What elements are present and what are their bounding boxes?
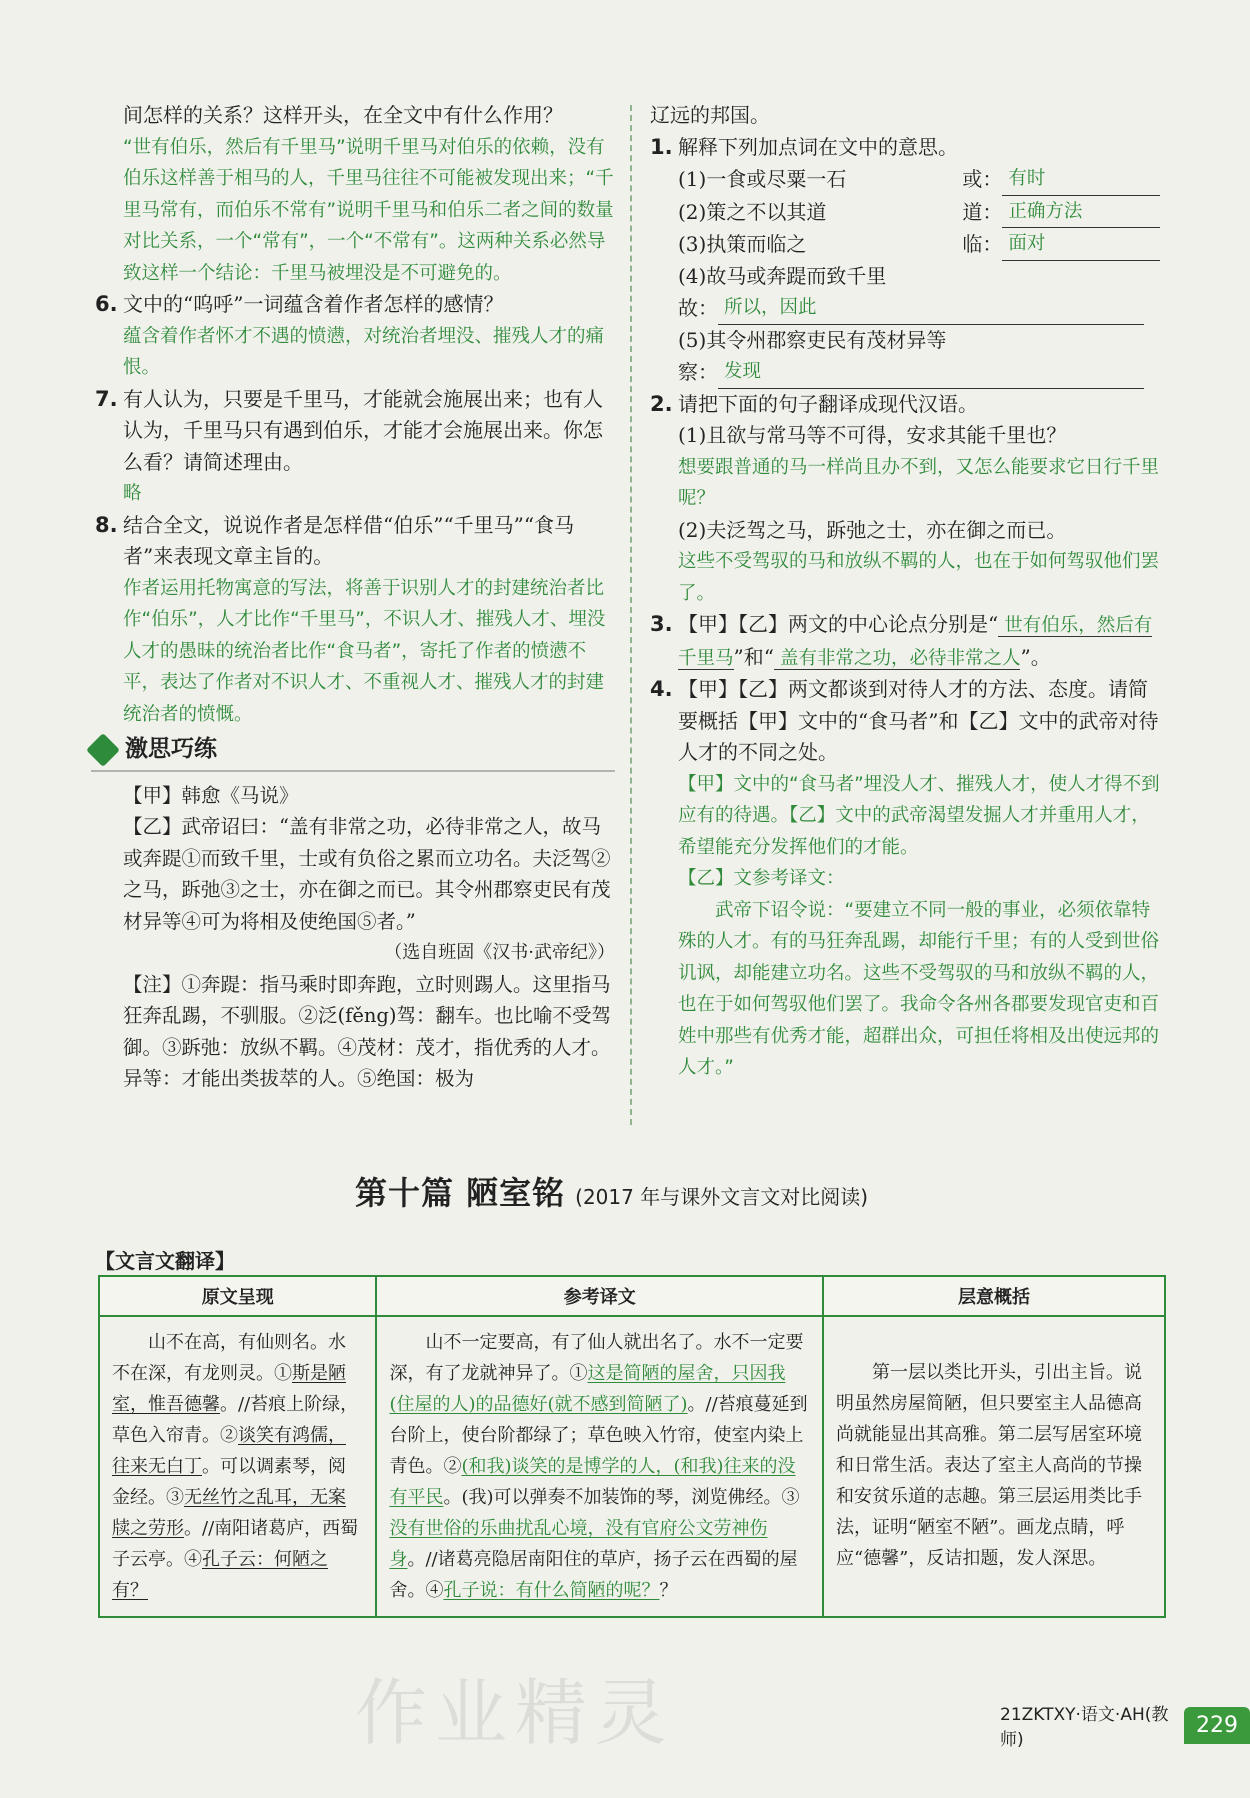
q3-answer-2: 盖有非常之功，必待非常之人 (774, 648, 1021, 670)
passage-source: （选自班固《汉书·武帝纪》） (384, 942, 615, 963)
original-seg: 。可以调素琴，阅金经。③ (112, 1456, 346, 1508)
right-column (650, 100, 1160, 1084)
summary-cell: 第一层以类比开头，引出主旨。说明虽然房屋简陋，但只要室主人品德高尚就能显出其高雅。第二层写居室环境和日常生活。表达了室主人高尚的节操和安贫乐道的志趣。第三层运用类比手法，证明“陋室不陋”。画龙点睛，呼应“德馨”，反诘扣题，发人深思。 (823, 1316, 1165, 1617)
q1-item-sentence: (2)策之不以其道 (678, 199, 827, 224)
q1-item (678, 228, 1160, 261)
q1-item4-sentence: (4)故马或奔踶而致千里 (678, 263, 887, 288)
translation-text: 武帝下诏令说：“要建立不同一般的事业，必须依靠特殊的人才。有的马狂奔乱踢，却能行千里；有的人受到世俗讥讽，却能建立功名。这些不受驾驭的马和放纵不羁的人，也在于如何驾驭他们罢了。我命令各州各郡要发现官吏和百姓中那些有优秀才能，超群出众，可担任将相及出使远邦的人才。” (678, 899, 1160, 1078)
q5-answer: “世有伯乐，然后有千里马”说明千里马对伯乐的依赖，没有伯乐这样善于相马的人，千里马往往不可能被发现出来；“千里马常有，而伯乐不常有”说明千里马和伯乐二者之间的数量对比关系，一个“常有”，一个“不常有”。这两种关系必然导致这样一个结论：千里马被埋没是不可避免的。 (123, 136, 614, 284)
q6-answer: 蕴含着作者怀才不遇的愤懑，对统治者埋没、摧残人才的痛恨。 (123, 325, 605, 378)
q5-tail: 间怎样的关系？这样开头，在全文中有什么作用？ (123, 103, 563, 127)
q2-text: 请把下面的句子翻译成现代汉语。 (678, 391, 978, 416)
q8-number: 8. (95, 512, 118, 537)
q4-number: 4. (650, 677, 673, 701)
table-header: 参考译文 (376, 1276, 823, 1316)
column-divider (630, 105, 632, 1125)
original-seg: 谈笑有鸿儒，往来无白丁 (112, 1425, 346, 1477)
q3-mid: ”和“ (733, 644, 774, 669)
trans-seg: 孔子说：有什么简陋的呢？ (443, 1580, 660, 1601)
question-6 (95, 289, 615, 321)
original-seg: 孔子云：何陋之有？ (112, 1549, 328, 1601)
q1-item5-word: 察： (678, 360, 718, 384)
original-seg: 。//南阳诸葛庐，西蜀子云亭。④ (112, 1518, 359, 1570)
trans-seg: 山不一定要高，有了仙人就出名了。水不一定要深，有了龙就神异了。① (389, 1332, 804, 1384)
q7-answer: 略 (123, 483, 142, 504)
q1-item5-answer: 发现 (718, 356, 1144, 389)
q2-number: 2. (650, 391, 673, 416)
q1-item (678, 163, 1160, 196)
q1-text: 解释下列加点词在文中的意思。 (678, 134, 958, 159)
q6-number: 6. (95, 292, 118, 316)
passage-notes: 【注】①奔踶：指马乘时即奔跑，立时则踢人。这里指马狂奔乱踢，不驯服。②泛(fěng)驾：翻车。也比喻不受驾御。③跅弛：放纵不羁。④茂材：茂才，指优秀的人才。异等：才能出类拔萃的人。⑤绝国：极为 (123, 972, 612, 1090)
q1-item-word: 或： (962, 167, 1003, 191)
lesson-banner (355, 1168, 868, 1214)
question-1 (650, 132, 1160, 164)
q7-text: 有人认为，只要是千里马，才能就会施展出来；也有人认为，千里马只有遇到伯乐，才能才会施展出来。你怎么看？请简述理由。 (123, 386, 603, 474)
watermark: 作业精灵 (355, 1671, 676, 1755)
trans-seg: ？ (659, 1580, 678, 1601)
original-seg: 山不在高，有仙则名。水不在深，有龙则灵。① (112, 1332, 346, 1384)
book-code: 21ZKTXY·语文·AH(教师) (1000, 1705, 1169, 1750)
q1-item4-answer: 所以，因此 (718, 292, 1144, 325)
q1-item5 (678, 356, 1160, 389)
q1-item-answer: 正确方法 (1002, 196, 1160, 229)
trans-seg: 。//苔痕蔓延到台阶上，使台阶都绿了；草色映入竹帘，使室内染上青色。② (389, 1394, 808, 1477)
table-row (99, 1316, 1165, 1617)
q4-text: 【甲】【乙】两文都谈到对待人才的方法、态度。请简要概括【甲】文中的“食马者”和【乙】文中的武帝对待人才的不同之处。 (678, 677, 1159, 764)
q2-sentence-1: (1)且欲与常马等不可得，安求其能千里也？ (678, 423, 1067, 447)
passage-jia: 【甲】韩愈《马说》 (123, 783, 299, 807)
q1-item (678, 196, 1160, 229)
q1-items (650, 163, 1160, 389)
q1-item-sentence: (1)一食或尽粟一石 (678, 167, 847, 191)
page-number: 229 (1184, 1707, 1250, 1744)
q1-item-answer: 面对 (1002, 228, 1160, 261)
q1-item-word: 道： (962, 199, 1003, 224)
trans-seg: 。//诸葛亮隐居南阳住的草庐，扬子云在西蜀的屋舍。④ (389, 1549, 798, 1601)
trans-seg: (和我)谈笑的是博学的人，(和我)往来的没有平民 (389, 1456, 796, 1508)
original-seg: 。//苔痕上阶绿，草色入帘青。② (112, 1394, 359, 1446)
table-header: 原文呈现 (99, 1276, 376, 1316)
q1-item-sentence: (3)执策而临之 (678, 232, 807, 256)
lesson-subtitle: (2017 年与课外文言文对比阅读) (575, 1185, 869, 1209)
original-text-cell (99, 1316, 376, 1617)
q2-answer-1: 想要跟普通的马一样尚且办不到，又怎么能要求它日行千里呢？ (678, 456, 1160, 509)
q1-item-answer: 有时 (1002, 163, 1160, 196)
q2-sentence-2: (2)夫泛驾之马，跅弛之士，亦在御之而已。 (678, 517, 1067, 542)
translation-label: 【乙】文参考译文： (678, 868, 845, 889)
passage-yi: 【乙】武帝诏曰：“盖有非常之功，必待非常之人，故马或奔踶①而致千里，士或有负俗之累而立功名。夫泛驾②之马，跅弛③之士，亦在御之而已。其令州郡察吏民有茂材异等④可为将相及使绝国⑤者。” (123, 815, 611, 933)
trans-seg: 没有世俗的乐曲扰乱心境，没有官府公文劳神伤身 (389, 1518, 768, 1570)
q8-answer: 作者运用托物寓意的写法，将善于识别人才的封建统治者比作“伯乐”，人才比作“千里马”，不识人才、摧残人才、埋没人才的愚昧的统治者比作“食马者”，寄托了作者的愤懑不平，表达了作者对不识人才、不重视人才、摧残人才的封建统治者的愤慨。 (123, 577, 606, 725)
q1-number: 1. (650, 134, 673, 159)
q3-answer-1: 世有伯乐，然后有千里马 (678, 615, 1153, 669)
original-seg: 无丝竹之乱耳，无案牍之劳形 (112, 1487, 346, 1539)
table-header: 层意概括 (823, 1276, 1165, 1316)
translation-table (98, 1275, 1166, 1618)
q7-number: 7. (95, 386, 118, 411)
q4-answer: 【甲】文中的“食马者”埋没人才、摧残人才，使人才得不到应有的待遇。【乙】文中的武帝渴望发掘人才并重用人才，希望能充分发挥他们的才能。 (678, 773, 1160, 858)
lesson-title: 第十篇 陋室铭 (355, 1174, 566, 1212)
page-footer (1000, 1700, 1250, 1750)
question-7 (95, 384, 615, 479)
question-3 (650, 609, 1160, 674)
q1-item5-sentence: (5)其令州郡察吏民有茂材异等 (678, 327, 947, 352)
q3-number: 3. (650, 612, 673, 636)
q1-item4-word: 故： (678, 296, 718, 320)
table-label: 【文言文翻译】 (95, 1249, 235, 1273)
reference-translation-cell (376, 1316, 823, 1617)
section-title-text: 激思巧练 (125, 736, 217, 762)
trans-seg: 。(我)可以弹奏不加装饰的琴，浏览佛经。③ (443, 1487, 800, 1508)
section-title (91, 734, 615, 772)
question-8 (95, 510, 615, 573)
trans-seg: 这是简陋的屋舍，只因我(住屋的人)的品德好(就不感到简陋了) (389, 1363, 786, 1415)
q6-text: 文中的“呜呼”一词蕴含着作者怎样的感情？ (123, 292, 504, 316)
q2-answer-2: 这些不受驾驭的马和放纵不羁的人，也在于如何驾驭他们罢了。 (678, 551, 1160, 604)
left-column (95, 100, 615, 1095)
question-4 (650, 674, 1160, 769)
q3-pre: 【甲】【乙】两文的中心论点分别是“ (678, 612, 999, 636)
q8-text: 结合全文，说说作者是怎样借“伯乐”“千里马”“食马者”来表现文章主旨的。 (123, 512, 575, 568)
question-2 (650, 389, 1160, 421)
original-seg: 斯是陋室，惟吾德馨 (112, 1363, 346, 1415)
q1-item4 (678, 292, 1160, 325)
table-header-row (99, 1276, 1165, 1316)
diamond-icon (86, 733, 120, 767)
q3-post: ”。 (1020, 644, 1051, 669)
notes-tail: 辽远的邦国。 (650, 103, 770, 127)
q1-item-word: 临： (962, 232, 1003, 256)
